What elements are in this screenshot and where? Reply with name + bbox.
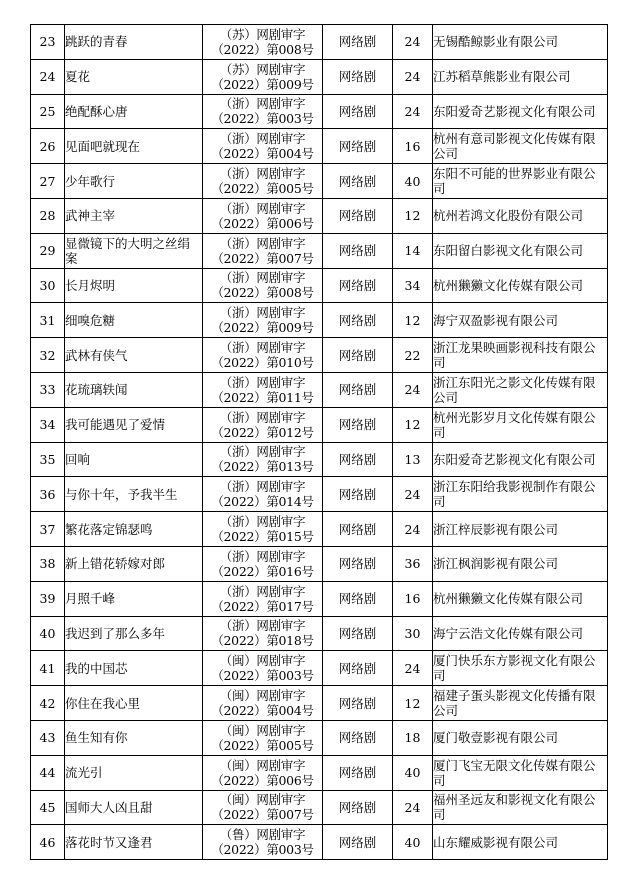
table-row	[31, 164, 608, 199]
drama-title: 我迟到了那么多年	[65, 616, 203, 651]
license-number	[203, 338, 323, 373]
license-prefix: （浙）网剧审字	[219, 583, 306, 599]
license-number	[203, 164, 323, 199]
license-prefix: （浙）网剧审字	[219, 409, 306, 425]
license-prefix: （浙）网剧审字	[219, 340, 306, 356]
drama-type: 网络剧	[323, 512, 393, 547]
license-number	[203, 651, 323, 686]
license-prefix: （浙）网剧审字	[219, 131, 306, 147]
table-row	[31, 129, 608, 164]
row-number: 26	[31, 129, 65, 164]
drama-type: 网络剧	[323, 303, 393, 338]
drama-type: 网络剧	[323, 651, 393, 686]
license-number	[203, 546, 323, 581]
license-serial: （2022）第007号	[211, 250, 314, 266]
license-prefix: （苏）网剧审字	[219, 61, 306, 77]
drama-type: 网络剧	[323, 720, 393, 755]
production-company: 杭州獭獭文化传媒有限公司	[433, 581, 608, 616]
row-number: 42	[31, 686, 65, 721]
drama-title: 我可能遇见了爱情	[65, 407, 203, 442]
license-serial: （2022）第005号	[211, 737, 314, 753]
row-number: 43	[31, 720, 65, 755]
row-number: 28	[31, 198, 65, 233]
license-prefix: （浙）网剧审字	[219, 96, 306, 112]
table-row	[31, 372, 608, 407]
episode-count: 24	[393, 94, 433, 129]
license-serial: （2022）第010号	[211, 355, 314, 371]
license-number	[203, 233, 323, 268]
episode-count: 16	[393, 129, 433, 164]
license-serial: （2022）第006号	[211, 215, 314, 231]
table-row	[31, 720, 608, 755]
table-row	[31, 755, 608, 790]
row-number: 46	[31, 825, 65, 860]
production-company: 海宁云浩文化传媒有限公司	[433, 616, 608, 651]
row-number: 33	[31, 372, 65, 407]
production-company: 福建子蛋头影视文化传播有限公司	[433, 686, 608, 721]
production-company: 山东耀威影视有限公司	[433, 825, 608, 860]
table-row	[31, 616, 608, 651]
episode-count: 12	[393, 407, 433, 442]
license-prefix: （浙）网剧审字	[219, 548, 306, 564]
drama-type: 网络剧	[323, 477, 393, 512]
license-serial: （2022）第007号	[211, 807, 314, 823]
episode-count: 40	[393, 825, 433, 860]
production-company: 东阳不可能的世界影业有限公司	[433, 164, 608, 199]
drama-type: 网络剧	[323, 581, 393, 616]
license-prefix: （闽）网剧审字	[219, 722, 306, 738]
license-number	[203, 755, 323, 790]
episode-count: 40	[393, 164, 433, 199]
table-row	[31, 512, 608, 547]
license-serial: （2022）第015号	[211, 529, 314, 545]
row-number: 31	[31, 303, 65, 338]
production-company: 东阳爱奇艺影视文化有限公司	[433, 94, 608, 129]
license-number	[203, 94, 323, 129]
drama-type: 网络剧	[323, 94, 393, 129]
episode-count: 22	[393, 338, 433, 373]
episode-count: 16	[393, 581, 433, 616]
row-number: 41	[31, 651, 65, 686]
row-number: 27	[31, 164, 65, 199]
license-prefix: （浙）网剧审字	[219, 235, 306, 251]
license-number	[203, 512, 323, 547]
license-serial: （2022）第008号	[211, 285, 314, 301]
table-row	[31, 407, 608, 442]
row-number: 23	[31, 25, 65, 60]
license-serial: （2022）第009号	[211, 320, 314, 336]
license-number	[203, 720, 323, 755]
license-serial: （2022）第013号	[211, 459, 314, 475]
license-number	[203, 198, 323, 233]
drama-type: 网络剧	[323, 268, 393, 303]
drama-type: 网络剧	[323, 59, 393, 94]
table-row	[31, 94, 608, 129]
drama-title: 跳跃的青春	[65, 25, 203, 60]
episode-count: 40	[393, 755, 433, 790]
drama-title: 你住在我心里	[65, 686, 203, 721]
production-company: 浙江东阳给我影视制作有限公司	[433, 477, 608, 512]
row-number: 25	[31, 94, 65, 129]
table-row	[31, 303, 608, 338]
license-number	[203, 303, 323, 338]
table-row	[31, 268, 608, 303]
license-prefix: （浙）网剧审字	[219, 166, 306, 182]
license-prefix: （浙）网剧审字	[219, 479, 306, 495]
license-number	[203, 372, 323, 407]
drama-type: 网络剧	[323, 755, 393, 790]
episode-count: 24	[393, 25, 433, 60]
row-number: 39	[31, 581, 65, 616]
license-prefix: （闽）网剧审字	[219, 688, 306, 704]
license-number	[203, 59, 323, 94]
license-serial: （2022）第004号	[211, 146, 314, 162]
table-row	[31, 546, 608, 581]
row-number: 40	[31, 616, 65, 651]
production-company: 厦门飞宝无限文化传媒有限公司	[433, 755, 608, 790]
license-serial: （2022）第012号	[211, 424, 314, 440]
production-company: 杭州有意司影视文化传媒有限公司	[433, 129, 608, 164]
drama-title: 鱼生知有你	[65, 720, 203, 755]
license-prefix: （苏）网剧审字	[219, 26, 306, 42]
license-serial: （2022）第018号	[211, 633, 314, 649]
drama-title: 落花时节又逢君	[65, 825, 203, 860]
license-number	[203, 581, 323, 616]
row-number: 34	[31, 407, 65, 442]
episode-count: 24	[393, 477, 433, 512]
table-row	[31, 25, 608, 60]
table-row	[31, 790, 608, 825]
drama-type: 网络剧	[323, 25, 393, 60]
license-number	[203, 825, 323, 860]
drama-type: 网络剧	[323, 616, 393, 651]
license-number	[203, 25, 323, 60]
episode-count: 13	[393, 442, 433, 477]
license-prefix: （浙）网剧审字	[219, 200, 306, 216]
license-prefix: （鲁）网剧审字	[219, 827, 306, 843]
drama-title: 国师大人凶且甜	[65, 790, 203, 825]
production-company: 厦门快乐东方影视文化有限公司	[433, 651, 608, 686]
production-company: 浙江龙果映画影视科技有限公司	[433, 338, 608, 373]
license-serial: （2022）第003号	[211, 111, 314, 127]
episode-count: 14	[393, 233, 433, 268]
production-company: 杭州若鸿文化股份有限公司	[433, 198, 608, 233]
episode-count: 30	[393, 616, 433, 651]
license-prefix: （浙）网剧审字	[219, 618, 306, 634]
table-row	[31, 59, 608, 94]
license-number	[203, 129, 323, 164]
license-number	[203, 790, 323, 825]
license-serial: （2022）第005号	[211, 181, 314, 197]
episode-count: 24	[393, 512, 433, 547]
episode-count: 36	[393, 546, 433, 581]
table-row	[31, 651, 608, 686]
license-number	[203, 442, 323, 477]
drama-title: 与你十年，予我半生	[65, 477, 203, 512]
row-number: 35	[31, 442, 65, 477]
drama-title: 我的中国芯	[65, 651, 203, 686]
license-prefix: （浙）网剧审字	[219, 374, 306, 390]
drama-title: 月照千峰	[65, 581, 203, 616]
drama-title: 回响	[65, 442, 203, 477]
drama-type: 网络剧	[323, 407, 393, 442]
drama-type: 网络剧	[323, 164, 393, 199]
license-number	[203, 268, 323, 303]
episode-count: 24	[393, 59, 433, 94]
table-row	[31, 477, 608, 512]
license-number	[203, 407, 323, 442]
production-company: 浙江东阳光之影文化传媒有限公司	[433, 372, 608, 407]
license-prefix: （浙）网剧审字	[219, 305, 306, 321]
license-serial: （2022）第017号	[211, 598, 314, 614]
drama-title: 细嗅危糖	[65, 303, 203, 338]
drama-title: 流光引	[65, 755, 203, 790]
production-company: 浙江梓辰影视有限公司	[433, 512, 608, 547]
license-serial: （2022）第009号	[211, 76, 314, 92]
approval-table	[30, 24, 608, 860]
row-number: 29	[31, 233, 65, 268]
row-number: 44	[31, 755, 65, 790]
drama-title: 新上错花轿嫁对郎	[65, 546, 203, 581]
row-number: 37	[31, 512, 65, 547]
row-number: 30	[31, 268, 65, 303]
license-prefix: （闽）网剧审字	[219, 792, 306, 808]
license-prefix: （浙）网剧审字	[219, 270, 306, 286]
license-serial: （2022）第003号	[211, 668, 314, 684]
license-serial: （2022）第008号	[211, 41, 314, 57]
episode-count: 12	[393, 303, 433, 338]
row-number: 32	[31, 338, 65, 373]
row-number: 38	[31, 546, 65, 581]
row-number: 45	[31, 790, 65, 825]
drama-type: 网络剧	[323, 686, 393, 721]
drama-type: 网络剧	[323, 546, 393, 581]
table-row	[31, 233, 608, 268]
drama-title: 长月烬明	[65, 268, 203, 303]
table-body	[31, 25, 608, 860]
episode-count: 24	[393, 372, 433, 407]
production-company: 杭州光影岁月文化传媒有限公司	[433, 407, 608, 442]
drama-title: 绝配酥心唐	[65, 94, 203, 129]
license-prefix: （闽）网剧审字	[219, 757, 306, 773]
episode-count: 12	[393, 198, 433, 233]
episode-count: 34	[393, 268, 433, 303]
episode-count: 18	[393, 720, 433, 755]
drama-title: 见面吧就现在	[65, 129, 203, 164]
production-company: 无锡酷鲸影业有限公司	[433, 25, 608, 60]
episode-count: 24	[393, 790, 433, 825]
production-company: 江苏稻草熊影业有限公司	[433, 59, 608, 94]
episode-count: 12	[393, 686, 433, 721]
production-company: 浙江枫润影视有限公司	[433, 546, 608, 581]
drama-type: 网络剧	[323, 198, 393, 233]
table-row	[31, 338, 608, 373]
episode-count: 24	[393, 651, 433, 686]
table-row	[31, 825, 608, 860]
license-number	[203, 616, 323, 651]
production-company: 厦门敬壹影视有限公司	[433, 720, 608, 755]
license-serial: （2022）第016号	[211, 563, 314, 579]
drama-title: 少年歌行	[65, 164, 203, 199]
production-company: 海宁双盈影视有限公司	[433, 303, 608, 338]
table-row	[31, 686, 608, 721]
row-number: 24	[31, 59, 65, 94]
drama-type: 网络剧	[323, 442, 393, 477]
table-row	[31, 581, 608, 616]
license-serial: （2022）第014号	[211, 494, 314, 510]
drama-title: 武林有侠气	[65, 338, 203, 373]
drama-type: 网络剧	[323, 233, 393, 268]
license-serial: （2022）第011号	[211, 389, 314, 405]
license-prefix: （闽）网剧审字	[219, 653, 306, 669]
drama-title: 花琉璃轶闻	[65, 372, 203, 407]
license-serial: （2022）第004号	[211, 703, 314, 719]
drama-title: 武神主宰	[65, 198, 203, 233]
license-prefix: （浙）网剧审字	[219, 444, 306, 460]
drama-title: 夏花	[65, 59, 203, 94]
license-serial: （2022）第006号	[211, 772, 314, 788]
row-number: 36	[31, 477, 65, 512]
drama-title: 显微镜下的大明之丝绢案	[65, 233, 203, 268]
production-company: 东阳爱奇艺影视文化有限公司	[433, 442, 608, 477]
production-company: 福州圣远友和影视文化有限公司	[433, 790, 608, 825]
license-prefix: （浙）网剧审字	[219, 514, 306, 530]
table-row	[31, 442, 608, 477]
production-company: 杭州獭獭文化传媒有限公司	[433, 268, 608, 303]
license-number	[203, 477, 323, 512]
drama-title: 繁花落定锦瑟鸣	[65, 512, 203, 547]
drama-type: 网络剧	[323, 129, 393, 164]
production-company: 东阳留白影视文化有限公司	[433, 233, 608, 268]
drama-type: 网络剧	[323, 338, 393, 373]
table-row	[31, 198, 608, 233]
license-number	[203, 686, 323, 721]
license-serial: （2022）第003号	[211, 842, 314, 858]
drama-type: 网络剧	[323, 790, 393, 825]
drama-type: 网络剧	[323, 825, 393, 860]
drama-type: 网络剧	[323, 372, 393, 407]
